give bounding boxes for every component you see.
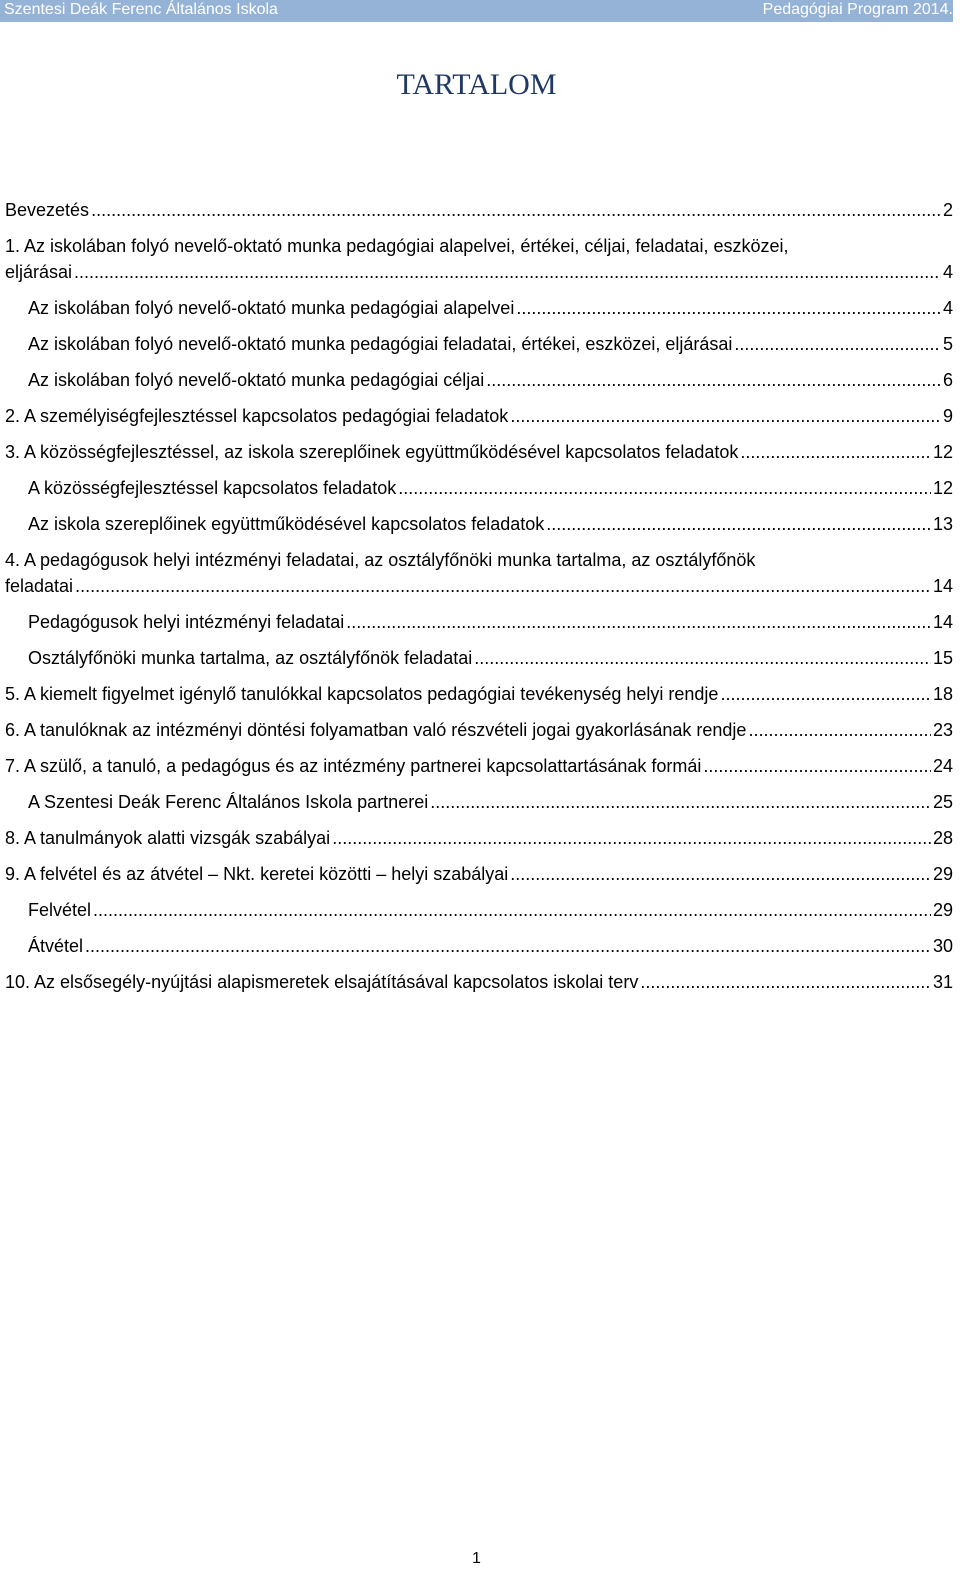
- toc-entry-title: 6. A tanulóknak az intézményi döntési folyamatban való részvételi jogai gyakorlásának rendje: [5, 720, 747, 740]
- toc-page-number: 29: [932, 900, 953, 920]
- toc-entry[interactable]: [5, 645, 953, 671]
- toc-dot-leader: [510, 861, 931, 887]
- toc-entry-title: Pedagógusok helyi intézményi feladatai: [28, 612, 345, 632]
- toc-dot-leader: [734, 331, 941, 357]
- toc-dot-leader: [640, 969, 931, 995]
- toc-page-number: 28: [932, 828, 953, 848]
- toc-page-number: 24: [932, 756, 953, 776]
- toc-entry-title: 3. A közösségfejlesztéssel, az iskola szereplőinek együttműködésével kapcsolatos feladatok: [5, 442, 739, 462]
- table-of-contents: [5, 197, 953, 1005]
- toc-page-number: 9: [942, 406, 953, 426]
- toc-page-number: 4: [942, 262, 953, 282]
- toc-entry-title: Az iskolában folyó nevelő-oktató munka pedagógiai feladatai, értékei, eszközei, eljárásai: [28, 334, 733, 354]
- toc-entry[interactable]: [5, 681, 953, 707]
- toc-entry-title: A Szentesi Deák Ferenc Általános Iskola partnerei: [28, 792, 429, 812]
- toc-page-number: 31: [932, 972, 953, 992]
- toc-entry[interactable]: [5, 331, 953, 357]
- page-number: 1: [472, 1550, 481, 1567]
- toc-entry[interactable]: [5, 717, 953, 743]
- toc-entry[interactable]: [5, 609, 953, 635]
- toc-dot-leader: [740, 439, 931, 465]
- toc-entry[interactable]: [5, 861, 953, 887]
- toc-entry[interactable]: [5, 367, 953, 393]
- toc-entry[interactable]: [5, 825, 953, 851]
- toc-dot-leader: [546, 511, 931, 537]
- toc-dot-leader: [85, 933, 931, 959]
- toc-entry-title: 8. A tanulmányok alatti vizsgák szabályai: [5, 828, 331, 848]
- toc-page-number: 25: [932, 792, 953, 812]
- toc-entry[interactable]: [5, 753, 953, 779]
- toc-dot-leader: [332, 825, 931, 851]
- header-document-title: Pedagógiai Program 2014.: [762, 1, 953, 18]
- toc-entry-title-line2: [5, 259, 953, 285]
- toc-entry-title: Bevezetés: [5, 200, 90, 220]
- toc-dot-leader: [74, 259, 941, 285]
- toc-entry[interactable]: [5, 439, 953, 465]
- toc-entry-title: 10. Az elsősegély-nyújtási alapismeretek elsajátításával kapcsolatos iskolai terv: [5, 972, 639, 992]
- toc-dot-leader: [75, 573, 931, 599]
- toc-dot-leader: [91, 197, 941, 223]
- toc-entry[interactable]: [5, 295, 953, 321]
- toc-entry-title: Az iskolában folyó nevelő-oktató munka pedagógiai céljai: [28, 370, 485, 390]
- toc-entry[interactable]: [5, 933, 953, 959]
- toc-entry[interactable]: [5, 197, 953, 223]
- toc-entry-title-line1: 4. A pedagógusok helyi intézményi feladatai, az osztályfőnöki munka tartalma, az osztályfőnök: [5, 550, 756, 570]
- toc-page-number: 14: [932, 576, 953, 596]
- toc-entry-title: Osztályfőnöki munka tartalma, az osztályfőnök feladatai: [28, 648, 473, 668]
- toc-entry-title: Felvétel: [28, 900, 92, 920]
- toc-entry-title: A közösségfejlesztéssel kapcsolatos feladatok: [28, 478, 397, 498]
- toc-entry[interactable]: [5, 511, 953, 537]
- toc-page-number: 12: [932, 478, 953, 498]
- toc-dot-leader: [703, 753, 931, 779]
- toc-entry-title: eljárásai: [5, 262, 73, 282]
- toc-page-number: 18: [932, 684, 953, 704]
- toc-entry-title: 2. A személyiségfejlesztéssel kapcsolatos pedagógiai feladatok: [5, 406, 509, 426]
- toc-dot-leader: [93, 897, 931, 923]
- toc-entry-title: 9. A felvétel és az átvétel – Nkt. keretei közötti – helyi szabályai: [5, 864, 509, 884]
- toc-dot-leader: [748, 717, 931, 743]
- toc-page-number: 29: [932, 864, 953, 884]
- toc-entry-title: Átvétel: [28, 936, 84, 956]
- page-title: TARTALOM: [396, 68, 557, 101]
- toc-entry[interactable]: [5, 547, 953, 599]
- toc-entry[interactable]: [5, 233, 953, 285]
- toc-dot-leader: [430, 789, 931, 815]
- toc-page-number: 23: [932, 720, 953, 740]
- toc-page-number: 30: [932, 936, 953, 956]
- toc-page-number: 6: [942, 370, 953, 390]
- toc-entry-title-line2: [5, 573, 953, 599]
- toc-entry-title: Az iskolában folyó nevelő-oktató munka pedagógiai alapelvei: [28, 298, 515, 318]
- page-header: [0, 0, 953, 22]
- toc-entry[interactable]: [5, 969, 953, 995]
- toc-entry-title: 7. A szülő, a tanuló, a pedagógus és az intézmény partnerei kapcsolattartásának formái: [5, 756, 702, 776]
- toc-dot-leader: [510, 403, 941, 429]
- toc-entry[interactable]: [5, 897, 953, 923]
- toc-page-number: 13: [932, 514, 953, 534]
- toc-page-number: 4: [942, 298, 953, 318]
- toc-entry-title-line1: 1. Az iskolában folyó nevelő-oktató munka pedagógiai alapelvei, értékei, céljai, feladatai, eszközei,: [5, 236, 789, 256]
- toc-dot-leader: [486, 367, 941, 393]
- toc-dot-leader: [346, 609, 931, 635]
- toc-entry[interactable]: [5, 789, 953, 815]
- toc-entry-title: Az iskola szereplőinek együttműködésével kapcsolatos feladatok: [28, 514, 545, 534]
- toc-dot-leader: [474, 645, 931, 671]
- toc-page-number: 5: [942, 334, 953, 354]
- toc-page-number: 12: [932, 442, 953, 462]
- toc-entry-title: 5. A kiemelt figyelmet igénylő tanulókkal kapcsolatos pedagógiai tevékenység helyi rendje: [5, 684, 719, 704]
- toc-dot-leader: [398, 475, 931, 501]
- toc-entry[interactable]: [5, 475, 953, 501]
- toc-entry-title: feladatai: [5, 576, 74, 596]
- header-school-name: Szentesi Deák Ferenc Általános Iskola: [4, 1, 278, 18]
- toc-dot-leader: [516, 295, 941, 321]
- toc-page-number: 14: [932, 612, 953, 632]
- toc-page-number: 2: [942, 200, 953, 220]
- toc-entry[interactable]: [5, 403, 953, 429]
- toc-dot-leader: [720, 681, 931, 707]
- toc-page-number: 15: [932, 648, 953, 668]
